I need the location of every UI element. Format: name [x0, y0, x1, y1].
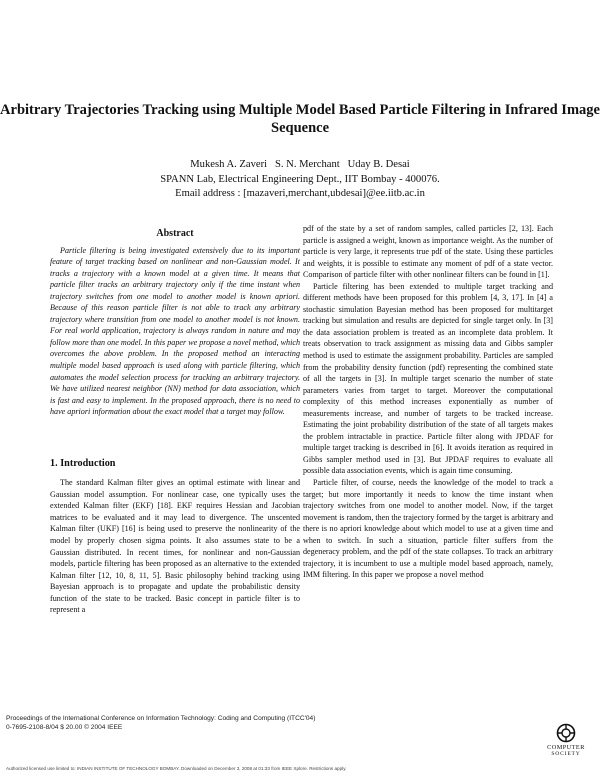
author-names: Mukesh A. Zaveri S. N. Merchant Uday B. Desai	[190, 159, 410, 170]
footer-proceedings: Proceedings of the International Conference on Information Technology: Coding and Computing (ITCC'04)	[6, 715, 316, 722]
paper-title: Arbitrary Trajectories Tracking using Multiple Model Based Particle Filtering in Infrared Image Sequence	[0, 102, 600, 136]
computer-society-logo	[537, 723, 595, 758]
logo-line-1: COMPUTER	[547, 744, 585, 751]
body-paragraph-2: Particle filtering has been extended to multiple target tracking and different methods have been proposed for this problem [4, 3, 17]. In [4] a stochastic simulation Bayesian method has been proposed for multitarget tracking but simulation and results are depicted for single target only. In [3] the data association problem is treated as an incomplete data problem. It treats observation to track assignment as missing data and Gibbs sampler method is used to estimate the assignment probability. Particles are sampled from the probability density function (pdf) representing the combined state of all the targets in [3]. In multiple target scenario the number of state parameters varies from target to target. Moreover the computational complexity of this method increases exponentially as number of measurements increase, and number of targets to be tracked increase. Estimating the joint probability distribution of the state of all targets makes the problem intractable in practice. Particle filter along with JPDAF for multiple target tracking is described in [6]. It avoids iteration as required in Gibbs sampler method used in [3]. But JPDAF requires to evaluate all possible data association events, which is again time consuming.	[303, 281, 553, 476]
left-column	[50, 228, 300, 616]
computer-society-emblem-icon	[555, 723, 577, 743]
footer-isbn: 0-7695-2108-8/04 $ 20.00 © 2004 IEEE	[6, 724, 123, 731]
logo-line-2: SOCIETY	[551, 751, 581, 757]
body-paragraph-1: pdf of the state by a set of random samples, called particles [2, 13]. Each particle is assigned a weight, known as importance weight. As the number of particle is very large, it represents true pdf of the state. Using these particles and weights, it is possible to estimate any moment of pdf of a state vector. Comparison of particle filter with other nonlinear filters can be found in [1].	[303, 224, 553, 280]
footer-license: Authorized licensed use limited to: INDIAN INSTITUTE OF TECHNOLOGY BOMBAY. Downloaded on December 3, 2008 at 01:33 from IEEE Xplore. Restrictions apply.	[6, 766, 347, 771]
author-affiliation: SPANN Lab, Electrical Engineering Dept., IIT Bombay - 400076.	[160, 173, 440, 185]
introduction-paragraph: The standard Kalman filter gives an optimal estimate with linear and Gaussian model assumption. For nonlinear case, one typically uses the extended Kalman filter (EKF) [18]. EKF requires Hessian and Jacobian matrices to be evaluated and it may lead to divergence. The unscented Kalman filter (UKF) [16] is being used to preserve the nonlinearity of the model by properly chosen sigma points. It also assumes state to be a Gaussian distributed. In recent times, for nonlinear and non-Gaussian models, particle filtering has been proposed as an alternative to the extended Kalman filter [12, 10, 8, 11, 5]. Basic philosophy behind tracking using Bayesian approach is to propagate and update the probabilistic density function of the state to be tracked. Basic concept in particle filter is to represent a	[50, 478, 300, 615]
abstract-body: Particle filtering is being investigated extensively due to its important feature of target tracking based on nonlinear and non-Gaussian model. It tracks a trajectory with a known model at a given time. It means that particle filter tracks an arbitrary trajectory only if the time instant when trajectory switches from one model to another model is known apriori. Because of this reason particle filter is not able to track any arbitrary trajectory where transition from one model to another model is not known. For real world application, trajectory is always random in nature and may follow more than one model. In this paper we propose a novel method, which overcomes the above problem. In the proposed method an interacting multiple model based approach is used along with particle filtering, which automates the model selection process for tracking an arbitrary trajectory. We have utilized nearest neighbor (NN) method for data association, which is fast and easy to implement. In the proposed approach, there is no need to have apriori information about the exact model that a target may follow.	[50, 245, 300, 417]
abstract-heading: Abstract	[156, 228, 194, 239]
author-email: Email address : [mazaveri,merchant,ubdesai]@ee.iitb.ac.in	[175, 188, 425, 199]
introduction-heading: 1. Introduction	[50, 457, 116, 469]
right-column	[303, 223, 553, 581]
author-block	[0, 158, 600, 202]
body-paragraph-3: Particle filter, of course, needs the knowledge of the model to track a target; but more importantly it needs to know the time instant when trajectory switches from one model to another model. Now, if the target movement is random, then the trajectory formed by the target is arbitrary and there is no apriori knowledge about which model to use at a given time and when to switch. In such a situation, particle filter suffers from the degeneracy problem, and the pdf of the state collapses. To track an arbitrary trajectory, it is incumbent to use a multiple model based approach, namely, IMM filtering. In this paper we propose a novel method	[303, 478, 554, 580]
